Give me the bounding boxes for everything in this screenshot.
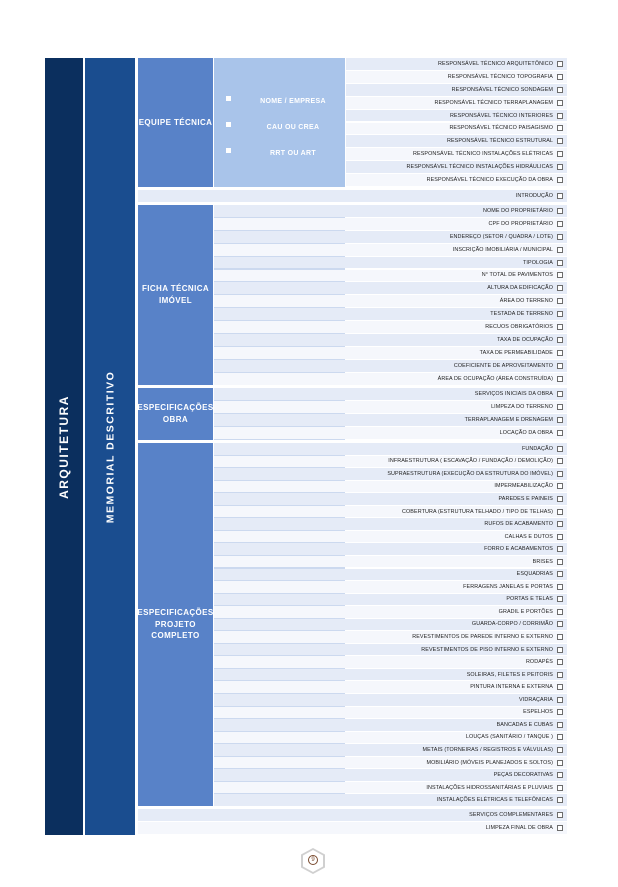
checklist-item [214,681,567,693]
checklist-item [346,174,567,186]
checklist-item [346,58,567,70]
checklist-item-label: RESPONSÁVEL TÉCNICO INTERIORES [449,112,553,119]
checklist-item-label: RESPONSÁVEL TÉCNICO PAISAGISMO [449,125,553,132]
checklist-item-label: REVESTIMENTOS DE PAREDE INTERNO E EXTERNO [412,634,553,641]
checkbox[interactable] [557,260,563,266]
checkbox[interactable] [557,609,563,615]
checkbox[interactable] [557,61,563,67]
checkbox[interactable] [557,634,563,640]
section-ficha-tecnica [138,205,213,385]
checklist-item [214,719,567,731]
bullet-icon [226,148,231,153]
checkbox[interactable] [557,177,563,183]
checkbox[interactable] [557,534,563,540]
checklist-item [214,493,567,505]
checklist-item [214,744,567,756]
checklist-item [214,556,567,568]
checklist-item-label: COBERTURA (ESTRUTURA TELHADO / TIPO DE TELHAS) [402,508,553,515]
area-label: ARQUITETURA [57,394,72,499]
checklist-item [214,218,567,230]
checklist-item [214,205,567,217]
section-projeto-label-2: PROJETO [155,619,196,629]
checkbox[interactable] [557,596,563,602]
checklist-item [214,388,567,400]
checklist-item-label: PAREDES E PAINEIS [498,495,553,502]
checklist-item [214,334,567,346]
checklist-item [138,822,567,834]
checklist-item-label: RODAPÉS [525,659,553,666]
checklist-item-label: N° TOTAL DE PAVIMENTOS [481,272,553,279]
checkbox[interactable] [557,298,563,304]
checklist-item [214,694,567,706]
checkbox[interactable] [557,208,563,214]
section-especificacoes-obra [138,388,213,440]
section-ficha-label-1: FICHA TÉCNICA [141,284,210,294]
checkbox[interactable] [557,521,563,527]
checkbox[interactable] [557,684,563,690]
checklist-item-label: PORTAS E TELAS [506,596,553,603]
document-label: MEMORIAL DESCRITIVO [104,370,116,523]
checklist-item-label: LOUÇAS (SANITÁRIO / TANQUE ) [465,734,553,741]
checkbox[interactable] [557,272,563,278]
checklist-item [214,270,567,282]
checklist-item [214,427,567,439]
checklist-item-label: ENDEREÇO (SETOR / QUADRA / LOTE) [449,233,553,240]
checkbox[interactable] [557,285,563,291]
checklist-item [214,782,567,794]
checkbox[interactable] [557,559,563,565]
checklist-item [214,244,567,256]
checklist-item [346,84,567,96]
checkbox[interactable] [557,812,563,818]
checklist-item-label: NOME DO PROPRIETÁRIO [483,207,553,214]
checkbox[interactable] [557,87,563,93]
team-field-name: NOME / EMPRESA [226,98,341,105]
checklist-item-label: ÁREA DO TERRENO [499,298,553,305]
section-projeto-label-1: ESPECIFICAÇÕES [137,608,214,618]
checkbox[interactable] [557,797,563,803]
checklist-item-label: INSTALAÇÕES ELÉTRICAS E TELEFÔNICAS [436,797,553,804]
checkbox[interactable] [557,647,563,653]
checklist-item [214,295,567,307]
checkbox[interactable] [557,417,563,423]
checklist-item [346,71,567,83]
document-bar [85,58,135,835]
checklist-item [214,456,567,468]
checkbox[interactable] [557,621,563,627]
checkbox[interactable] [557,337,563,343]
checkbox[interactable] [557,125,563,131]
checkbox[interactable] [557,247,563,253]
section-equipe-label: EQUIPE TÉCNICA [138,117,213,127]
checklist-item-label: SERVIÇOS INICIAIS DA OBRA [474,390,553,397]
checkbox[interactable] [557,697,563,703]
checklist-item-label: CALHAS E DUTOS [504,533,553,540]
checklist-item [214,569,567,581]
checklist-item-label: PEÇAS DECORATIVAS [493,772,553,779]
checkbox[interactable] [557,324,563,330]
checklist-item [214,231,567,243]
checkbox[interactable] [557,584,563,590]
checkbox[interactable] [557,785,563,791]
checklist-item [214,594,567,606]
checklist-item-label: RUFOS DE ACABAMENTO [484,521,553,528]
checkbox[interactable] [557,483,563,489]
checklist-item-label: TIPOLOGIA [523,259,553,266]
checklist-item [214,321,567,333]
checklist-item [214,282,567,294]
checklist-item [138,809,567,821]
checklist-item [214,360,567,372]
team-fields-panel [214,58,345,187]
checklist-item [214,401,567,413]
checklist-item [214,619,567,631]
checklist-item-label: MOBILIÁRIO (MÓVEIS PLANEJADOS E SOLTOS) [426,759,553,766]
section-obra-label-1: ESPECIFICAÇÕES [137,403,214,413]
checklist-item-label: ESPELHOS [523,709,553,716]
bullet-icon [226,96,231,101]
checklist-item-label: FORRO E ACABAMENTOS [484,546,553,553]
checklist-item [214,656,567,668]
checklist-item-label: CPF DO PROPRIETÁRIO [488,220,553,227]
team-field-rrt: RRT OU ART [226,150,341,157]
checklist-item-label: VIDRAÇARIA [519,696,553,703]
section-obra-label-2: OBRA [162,415,189,424]
checklist-item-label: TERRAPLANAGEM E DRENAGEM [464,416,553,423]
checklist-item-label: RESPONSÁVEL TÉCNICO ARQUITETÔNICO [437,60,553,67]
checklist-item-label: SOLEIRAS, FILETES E PEITORIS [466,671,553,678]
checkbox[interactable] [557,760,563,766]
checkbox[interactable] [557,350,563,356]
checklist-item-label: RECUOS OBRIGATÓRIOS [485,324,553,331]
checklist-item-label: BRISES [532,558,553,565]
checkbox[interactable] [557,496,563,502]
checkbox[interactable] [557,376,563,382]
checklist-item [346,135,567,147]
checklist-item-label: RESPONSÁVEL TÉCNICO INSTALAÇÕES HIDRÁULICAS [406,164,553,171]
checklist-item [214,707,567,719]
checklist-item [346,123,567,135]
checkbox[interactable] [557,471,563,477]
checkbox[interactable] [557,571,563,577]
checklist-item-label: REVESTIMENTOS DE PISO INTERNO E EXTERNO [421,646,553,653]
checklist-item-label: BANCADAS E CUBAS [496,721,553,728]
checklist-item [214,347,567,359]
checklist-item-label: ESQUADRIAS [516,571,553,578]
checklist-item-label: TAXA DE OCUPAÇÃO [497,336,553,343]
checklist-item [214,518,567,530]
checklist-item-label: LIMPEZA FINAL DE OBRA [485,825,553,831]
checklist-item-label: TAXA DE PERMEABILIDADE [479,349,553,356]
checklist-item [138,190,567,202]
checklist-item-label: IMPERMEABILIZAÇÃO [494,483,553,490]
checkbox[interactable] [557,391,563,397]
area-bar [45,58,83,835]
checkbox[interactable] [557,430,563,436]
checklist-item-label: METAIS (TORNEIRAS / REGISTROS E VÁLVULAS) [422,746,553,753]
checkbox[interactable] [557,113,563,119]
checklist-item [214,257,567,269]
page-badge [301,848,325,874]
checklist-item-label: INSCRIÇÃO IMOBILIÁRIA / MUNICIPAL [452,246,553,253]
checkbox[interactable] [557,100,563,106]
checklist-item [346,161,567,173]
checklist-item-label: ALTURA DA EDIFICAÇÃO [487,285,553,292]
checklist-item-label: INSTALAÇÕES HIDROSSANITÁRIAS E PLUVIAIS [426,784,553,791]
checkbox[interactable] [557,458,563,464]
checklist-item [214,644,567,656]
bullet-icon [226,122,231,127]
checklist-item [214,732,567,744]
checkbox[interactable] [557,446,563,452]
checklist-item-label: GRADIL E PORTÕES [498,608,553,615]
checklist-item-label: RESPONSÁVEL TÉCNICO ESTRUTURAL [446,138,553,145]
section-especificacoes-projeto [138,443,213,806]
checkbox[interactable] [557,509,563,515]
checklist-item-label: INTRODUÇÃO [515,193,553,199]
section-projeto-label-3: COMPLETO [151,631,200,641]
checklist-item-label: INFRAESTRUTURA ( ESCAVAÇÃO / FUNDAÇÃO / DEMOLIÇÃO) [388,458,553,465]
checklist-item [214,581,567,593]
checklist-item-label: RESPONSÁVEL TÉCNICO TOPOGRAFIA [447,73,553,80]
checklist-item [346,97,567,109]
checkbox[interactable] [557,659,563,665]
checkbox[interactable] [557,404,563,410]
checkbox[interactable] [557,74,563,80]
checkbox[interactable] [557,772,563,778]
checklist-item-label: RESPONSÁVEL TÉCNICO INSTALAÇÕES ELÉTRICAS [413,151,553,158]
checklist-item [214,468,567,480]
checklist-item-label: SERVIÇOS COMPLEMENTARES [469,812,553,818]
checklist-item [214,531,567,543]
checklist-item-label: COEFICIENTE DE APROVEITAMENTO [453,362,553,369]
checklist-item-label: PINTURA INTERNA E EXTERNA [470,684,553,691]
checklist-item [214,794,567,806]
checklist-item [214,606,567,618]
checkbox[interactable] [557,709,563,715]
checklist-item-label: RESPONSÁVEL TÉCNICO TERRAPLANAGEM [434,99,553,106]
checkbox[interactable] [557,672,563,678]
section-ficha-label-2: IMÓVEL [158,296,193,305]
checklist-item [346,148,567,160]
checklist-item [214,631,567,643]
checkbox[interactable] [557,164,563,170]
checklist-item-label: SUPRAESTRUTURA (EXECUÇÃO DA ESTRUTURA DO IMÓVEL) [387,470,553,477]
checkbox[interactable] [557,221,563,227]
checkbox[interactable] [557,734,563,740]
checklist-item [214,308,567,320]
checkbox[interactable] [557,311,563,317]
checklist-item [214,757,567,769]
checkbox[interactable] [557,546,563,552]
checklist-item [214,414,567,426]
checkbox[interactable] [557,747,563,753]
checklist-item [214,373,567,385]
checklist-item-label: ÁREA DE OCUPAÇÃO (ÁREA CONSTRUÍDA) [437,375,553,382]
checklist-item [214,669,567,681]
checkbox[interactable] [557,193,563,199]
checklist-item [346,110,567,122]
checklist-item [214,543,567,555]
checklist-item-label: TESTADA DE TERRENO [490,311,553,318]
checkbox[interactable] [557,234,563,240]
checklist-item-label: RESPONSÁVEL TÉCNICO EXECUÇÃO DA OBRA [426,177,553,184]
checkbox[interactable] [557,825,563,831]
checklist-item-label: FERRAGENS JANELAS E PORTAS [463,583,553,590]
checklist-item [214,769,567,781]
checkbox[interactable] [557,151,563,157]
checklist-item-label: LIMPEZA DO TERRENO [491,403,553,410]
checkbox[interactable] [557,722,563,728]
checklist-item [214,506,567,518]
section-equipe-tecnica [138,58,213,187]
checklist-item [214,443,567,455]
checklist-item-label: FUNDAÇÃO [521,445,553,452]
checkbox[interactable] [557,363,563,369]
checkbox[interactable] [557,138,563,144]
checklist-item-label: LOCAÇÃO DA OBRA [499,429,553,436]
team-field-council: CAU OU CREA [226,124,341,131]
page-number: 9 [308,855,318,865]
checklist-item [214,481,567,493]
checklist-item-label: RESPONSÁVEL TÉCNICO SONDAGEM [451,86,553,93]
checklist-item-label: GUARDA-CORPO / CORRIMÃO [471,621,553,628]
